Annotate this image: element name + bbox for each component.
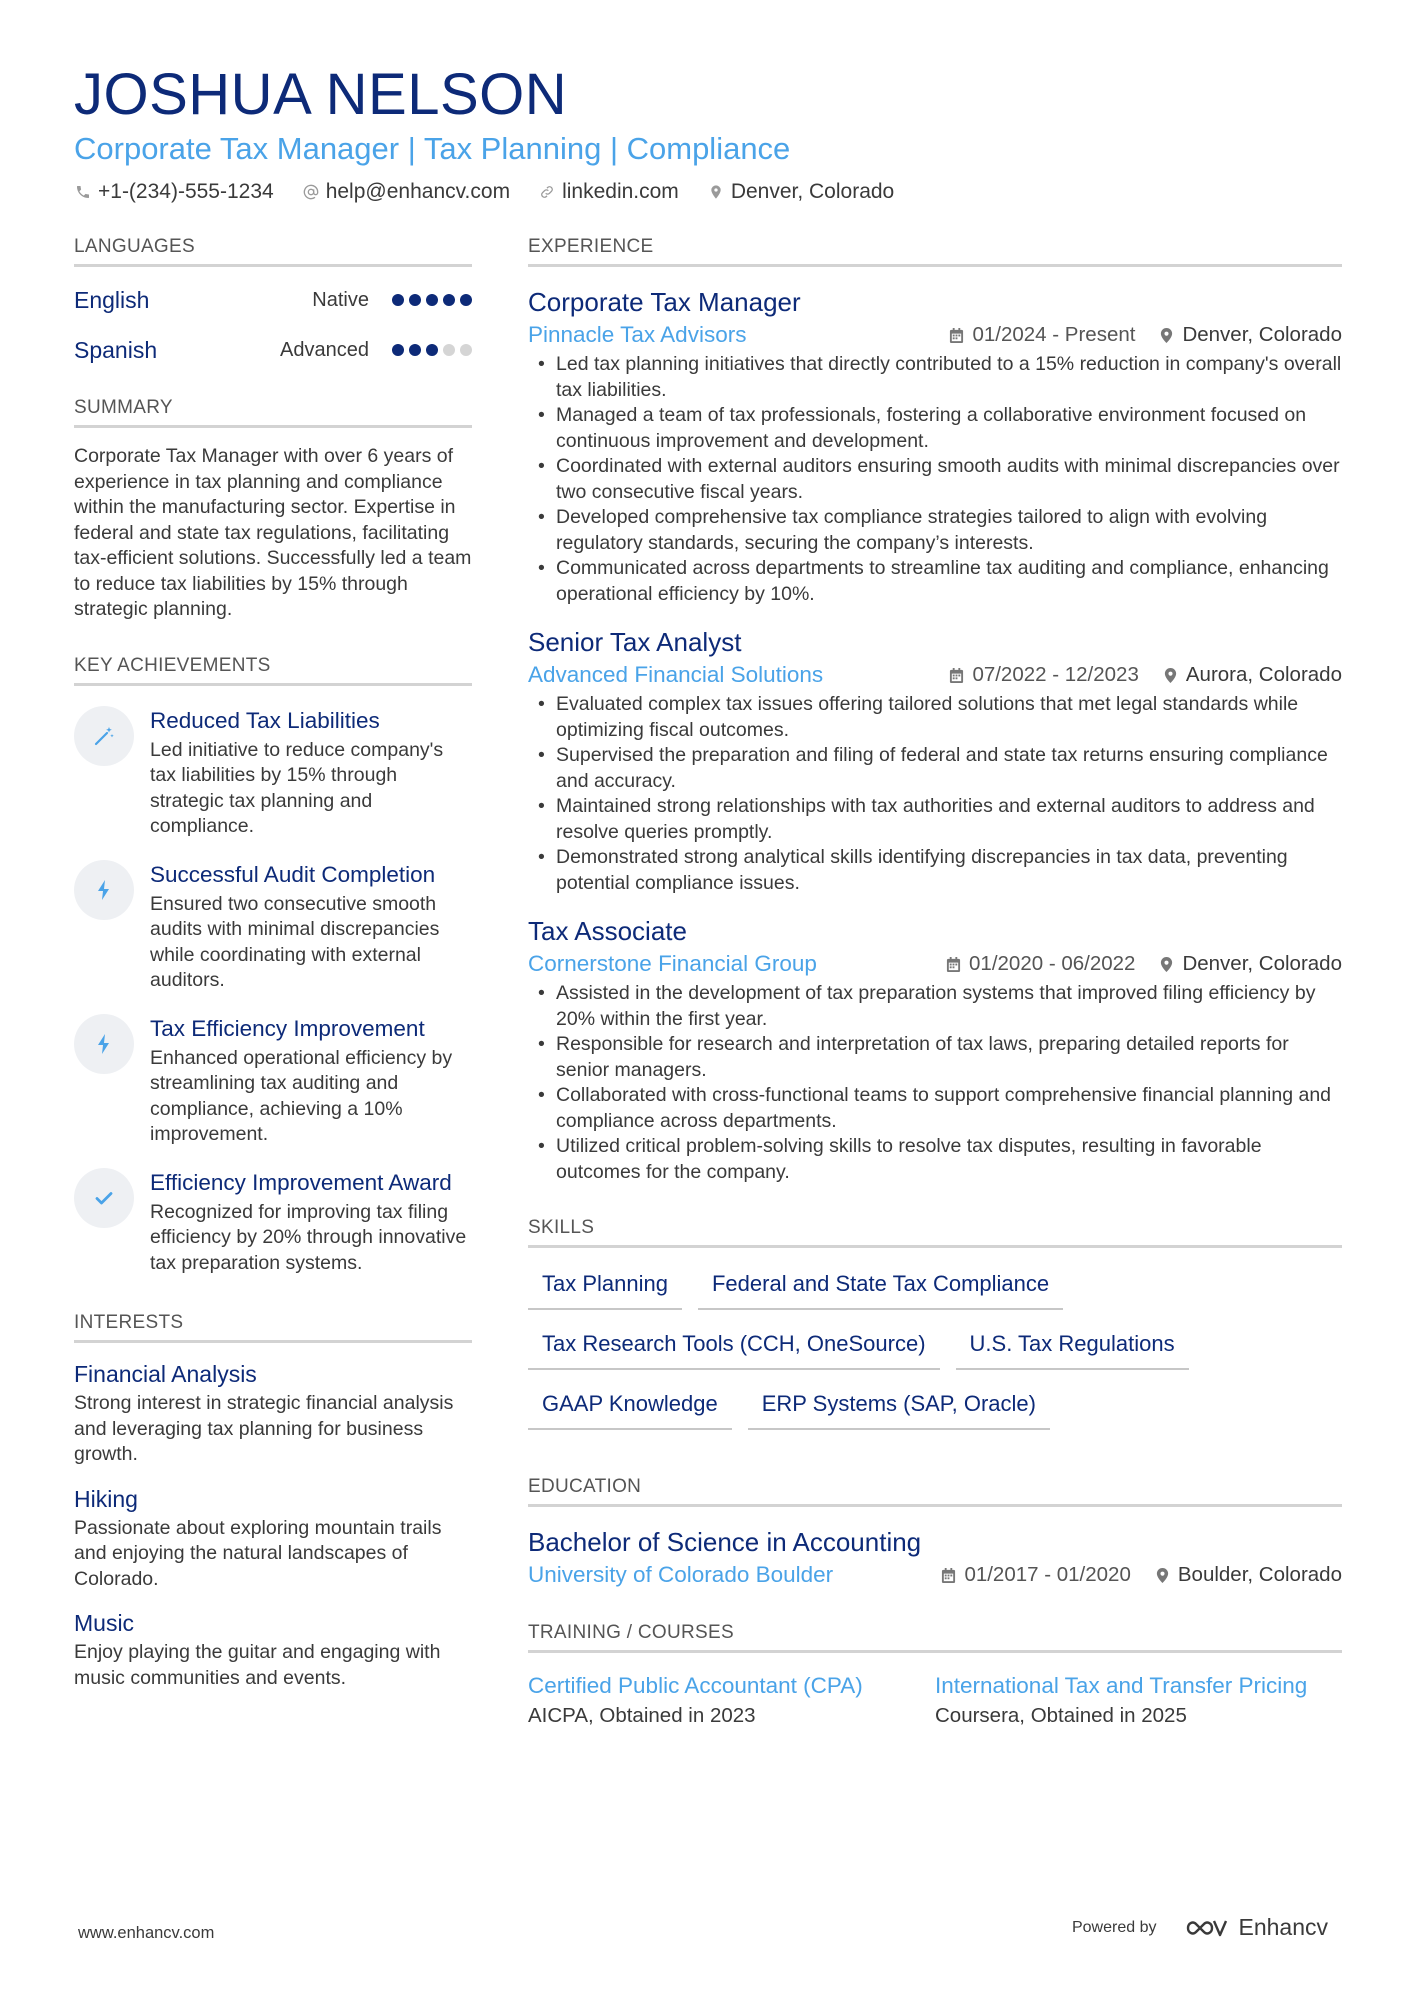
location-text: Denver, Colorado [730,180,895,203]
summary-heading: SUMMARY [74,397,472,428]
training-list [528,1671,1342,1728]
course-description: Coursera, Obtained in 2025 [935,1704,1187,1727]
job-bullet: • Supervised the preparation and filing of federal and state tax returns ensuring compliance and accuracy. [528,743,1342,794]
resume-header [74,62,1344,204]
job-bullet: • Managed a team of tax professionals, fostering a collaborative environment focused on continuous improvement and development. [528,403,1342,454]
company-name: Cornerstone Financial Group [528,951,817,976]
interest-description: Enjoy playing the guitar and engaging with music communities and events. [74,1641,441,1689]
job-location: Denver, Colorado [1182,323,1342,346]
enhancv-logo-icon [1184,1915,1228,1941]
link-icon [538,183,556,201]
proficiency-dot-filled [443,294,455,306]
summary-text: Corporate Tax Manager with over 6 years of experience in tax planning and compliance within the manufacturing sector. Expertise in federal and state tax regulations, facilitating tax-efficient solutions. Successfully led a team to reduce tax liabilities by 15% through strategic planning. [74,445,472,620]
location-pin-icon [707,183,725,201]
language-proficiency-dots [387,294,472,306]
skill-tag: Federal and State Tax Compliance [698,1260,1063,1310]
interests-section [74,1312,472,1691]
education-location: Boulder, Colorado [1177,1563,1342,1586]
proficiency-dot-filled [426,294,438,306]
contact-bar [74,180,1344,204]
proficiency-dot-filled [409,294,421,306]
job-bullet: • Evaluated complex tax issues offering tailored solutions that met legal standards while optimizing fiscal outcomes. [528,692,1342,743]
job-bullet: • Utilized critical problem-solving skills to resolve tax disputes, resulting in favorable outcomes for the company. [528,1134,1342,1185]
language-proficiency-dots [387,344,472,356]
footer-branding [1072,1914,1328,1941]
footer-website[interactable]: www.enhancv.com [78,1924,215,1942]
company-name: Pinnacle Tax Advisors [528,322,747,347]
contact-email[interactable] [302,180,510,204]
proficiency-dot-filled [426,344,438,356]
lightning-icon [74,1014,134,1074]
job-bullet: • Communicated across departments to streamline tax auditing and compliance, enhancing operational efficiency by 10%. [528,556,1342,607]
languages-heading: LANGUAGES [74,236,472,267]
training-section [528,1622,1342,1728]
job-bullet: • Led tax planning initiatives that directly contributed to a 15% reduction in company's overall tax liabilities. [528,352,1342,403]
contact-phone [74,180,274,204]
skill-tag: ERP Systems (SAP, Oracle) [748,1380,1050,1430]
proficiency-dot-filled [460,294,472,306]
job-location: Denver, Colorado [1182,952,1342,975]
linkedin-text: linkedin.com [562,180,679,203]
language-item [74,283,472,317]
job-bullet: • Demonstrated strong analytical skills identifying discrepancies in tax data, preventing potential compliance issues. [528,845,1342,896]
course-item [528,1671,935,1728]
interest-title: Hiking [74,1485,138,1512]
achievement-description: Recognized for improving tax filing efficiency by 20% through innovative tax preparation systems. [150,1200,467,1274]
achievement-title: Successful Audit Completion [150,861,436,887]
skills-section [528,1217,1342,1440]
achievement-title: Efficiency Improvement Award [150,1169,452,1195]
skills-heading: SKILLS [528,1217,1342,1248]
languages-section [74,236,472,367]
interest-item [74,1608,472,1691]
achievements-section [74,655,472,1277]
proficiency-dot-filled [392,294,404,306]
school-name: University of Colorado Boulder [528,1562,834,1587]
powered-by-text: Powered by [1071,1918,1157,1936]
proficiency-dot-empty [443,344,455,356]
phone-icon [74,183,92,201]
training-heading: TRAINING / COURSES [528,1622,1342,1653]
skills-list [528,1260,1342,1440]
job-dates: 07/2022 - 12/2023 [972,663,1139,686]
checkmark-icon [74,1168,134,1228]
achievement-item [74,860,472,994]
contact-location [707,180,894,204]
language-level: Advanced [280,338,369,361]
email-text: help@enhancv.com [325,180,511,203]
job-entry [528,625,1342,896]
skill-tag: Tax Research Tools (CCH, OneSource) [528,1320,940,1370]
achievement-item [74,706,472,840]
language-level: Native [312,288,369,311]
course-title: Certified Public Accountant (CPA) [528,1673,863,1698]
job-entry [528,285,1342,607]
job-bullet: • Coordinated with external auditors ensuring smooth audits with minimal discrepancies over two consecutive fiscal years. [528,454,1342,505]
education-section [528,1476,1342,1588]
proficiency-dot-filled [392,344,404,356]
language-name: Spanish [74,336,158,363]
experience-section [528,236,1342,1185]
lightning-icon [74,860,134,920]
proficiency-dot-empty [460,344,472,356]
job-dates: 01/2020 - 06/2022 [969,952,1136,975]
brand-logo[interactable] [1184,1914,1328,1941]
job-bullet: • Responsible for research and interpretation of tax laws, preparing detailed reports for senior managers. [528,1032,1342,1083]
job-title: Senior Tax Analyst [528,627,742,657]
job-location: Aurora, Colorado [1185,663,1342,686]
company-name: Advanced Financial Solutions [528,662,824,687]
interest-description: Strong interest in strategic financial analysis and leveraging tax planning for business growth. [74,1392,454,1465]
degree-title: Bachelor of Science in Accounting [528,1527,922,1557]
skill-tag: U.S. Tax Regulations [956,1320,1189,1370]
calendar-icon [946,956,961,973]
location-pin-icon [1159,327,1174,344]
job-bullet: • Maintained strong relationships with tax authorities and external auditors to address and resolve queries promptly. [528,794,1342,845]
job-bullet: • Assisted in the development of tax preparation systems that improved filing efficiency by 20% within the first year. [528,981,1342,1032]
achievement-item [74,1168,472,1277]
achievement-title: Tax Efficiency Improvement [150,1015,425,1041]
left-column [74,236,472,1691]
right-column [528,236,1342,1728]
interest-item [74,1359,472,1468]
magic-wand-icon [74,706,134,766]
at-icon [302,183,320,201]
job-title: Tax Associate [528,916,687,946]
brand-name: Enhancv [1238,1914,1328,1940]
job-title: Corporate Tax Manager [528,287,801,317]
location-pin-icon [1159,956,1174,973]
phone-text: +1-(234)-555-1234 [98,180,274,203]
calendar-icon [949,667,964,684]
achievements-heading: KEY ACHIEVEMENTS [74,655,472,686]
skill-tag: GAAP Knowledge [528,1380,732,1430]
candidate-title: Corporate Tax Manager | Tax Planning | Compliance [74,131,791,166]
achievement-description: Ensured two consecutive smooth audits with minimal discrepancies while coordinating with external auditors. [150,892,440,991]
interest-item [74,1484,472,1593]
job-bullets [528,692,1342,896]
course-title: International Tax and Transfer Pricing [935,1673,1308,1698]
job-bullets [528,352,1342,607]
job-bullet: • Developed comprehensive tax compliance strategies tailored to align with evolving regulatory standards, securing the company’s interests. [528,505,1342,556]
calendar-icon [949,327,964,344]
education-heading: EDUCATION [528,1476,1342,1507]
education-dates: 01/2017 - 01/2020 [964,1563,1131,1586]
achievement-title: Reduced Tax Liabilities [150,707,380,733]
job-entry [528,914,1342,1185]
candidate-name: JOSHUA NELSON [74,62,568,127]
location-pin-icon [1155,1567,1170,1584]
proficiency-dot-filled [409,344,421,356]
language-item [74,333,472,367]
course-description: AICPA, Obtained in 2023 [528,1704,756,1727]
language-name: English [74,286,150,313]
course-item [935,1671,1342,1728]
job-bullets [528,981,1342,1185]
location-pin-icon [1163,667,1178,684]
interest-description: Passionate about exploring mountain trails and enjoying the natural landscapes of Colorado. [74,1516,442,1590]
skill-tag: Tax Planning [528,1260,682,1310]
contact-linkedin[interactable] [538,180,679,204]
calendar-icon [941,1567,956,1584]
interest-title: Music [74,1610,135,1636]
summary-section [74,397,472,623]
job-dates: 01/2024 - Present [972,323,1136,346]
experience-heading: EXPERIENCE [528,236,1342,267]
achievement-description: Enhanced operational efficiency by streamlining tax auditing and compliance, achieving a 10% improvement. [150,1046,453,1145]
interests-heading: INTERESTS [74,1312,472,1343]
achievement-item [74,1014,472,1148]
achievement-description: Led initiative to reduce company's tax liabilities by 15% through strategic tax planning and compliance. [150,738,444,837]
interest-title: Financial Analysis [74,1361,257,1387]
job-bullet: • Collaborated with cross-functional teams to support comprehensive financial planning and compliance across departments. [528,1083,1342,1134]
